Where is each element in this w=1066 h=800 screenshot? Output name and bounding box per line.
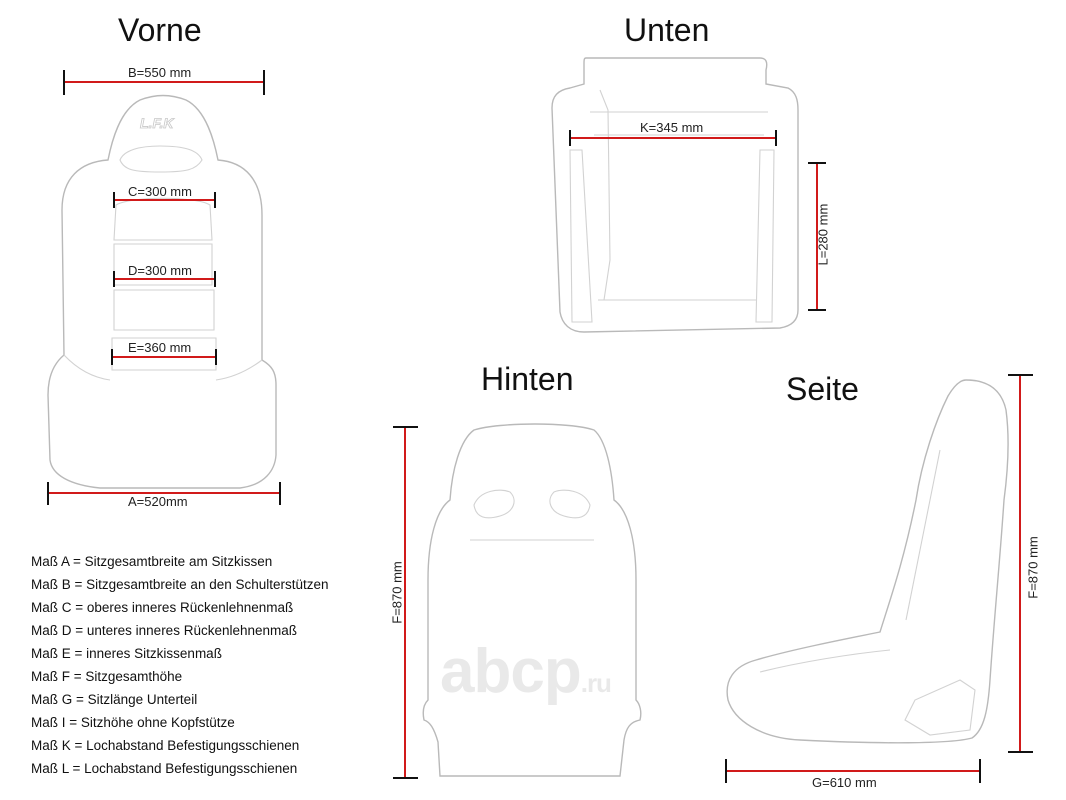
legend-item: Maß I = Sitzhöhe ohne Kopfstütze [31,715,235,730]
dimension-label-b: B=550 mm [128,65,192,80]
legend-item: Maß E = inneres Sitzkissenmaß [31,646,222,661]
svg-text:L.F.K: L.F.K [140,115,174,131]
watermark-main: abcp [440,637,581,706]
watermark-logo [440,636,611,707]
legend-item: Maß K = Lochabstand Befestigungsschienen [31,738,300,753]
dimension-label-f-side: F=870 mm [1025,536,1041,599]
legend-item: Maß G = Sitzlänge Unterteil [31,692,198,707]
legend-item: Maß A = Sitzgesamtbreite am Sitzkissen [31,554,273,569]
legend-item: Maß D = unteres inneres Rückenlehnenmaß [31,623,298,638]
dimension-legend [31,553,329,783]
view-title-back: Hinten [481,361,574,397]
view-title-side: Seite [786,371,859,407]
legend-item: Maß B = Sitzgesamtbreite an den Schulterstützen [31,577,329,592]
view-title-bottom: Unten [624,12,710,48]
legend-item: Maß F = Sitzgesamthöhe [31,669,183,684]
dimension-label-d: D=300 mm [128,263,192,278]
dimension-label-f-back: F=870 mm [389,561,405,624]
dimension-label-l: L=280 mm [815,203,831,266]
dimension-label-c: C=300 mm [128,184,192,199]
dimension-label-a: A=520mm [128,494,188,509]
dimension-label-e: E=360 mm [128,340,192,355]
view-title-front: Vorne [118,12,202,48]
legend-item: Maß C = oberes inneres Rückenlehnenmaß [31,600,294,615]
watermark-suffix: .ru [580,668,611,698]
dimension-label-k: K=345 mm [640,120,704,135]
dimension-label-g: G=610 mm [812,775,877,790]
legend-item: Maß L = Lochabstand Befestigungsschienen [31,761,298,776]
